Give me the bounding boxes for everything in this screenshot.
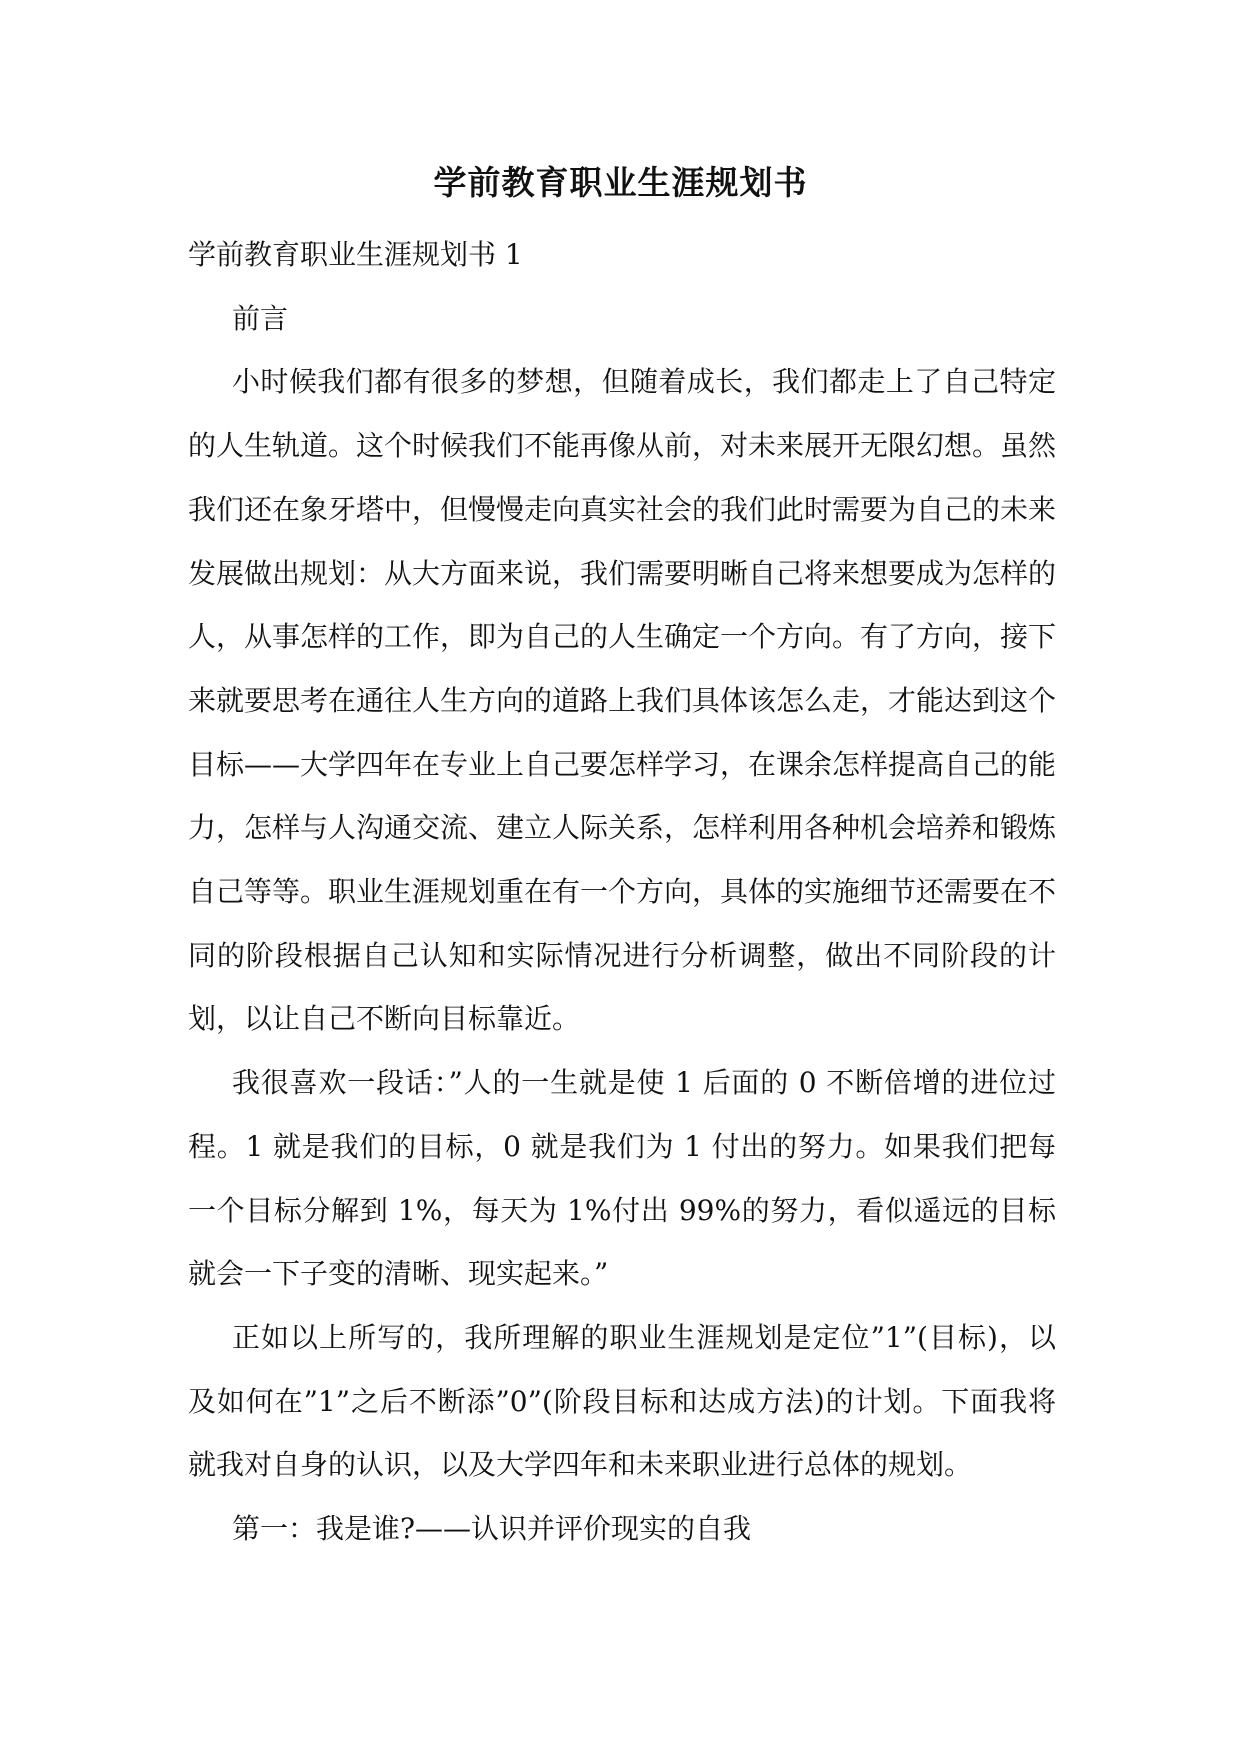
paragraph-understanding: 正如以上所写的，我所理解的职业生涯规划是定位”1”(目标)，以及如何在”1”之后不断添”0”(阶段目标和达成方法)的计划。下面我将就我对自身的认识，以及大学四年和未来职业进行总体的规划。 — [188, 1320, 1056, 1482]
paragraph-intro: 小时候我们都有很多的梦想，但随着成长，我们都走上了自己特定的人生轨道。这个时候我们不能再像从前，对未来展开无限幻想。虽然我们还在象牙塔中，但慢慢走向真实社会的我们此时需要为自己的未来发展做出规划：从大方面来说，我们需要明晰自己将来想要成为怎样的人，从事怎样的工作，即为自己的人生确定一个方向。有了方向，接下来就要思考在通往人生方向的道路上我们具体该怎么走，才能达到这个目标——大学四年在专业上自己要怎样学习，在课余怎样提高自己的能力，怎样与人沟通交流、建立人际关系，怎样利用各种机会培养和锻炼自己等等。职业生涯规划重在有一个方向，具体的实施细节还需要在不同的阶段根据自己认知和实际情况进行分析调整，做出不同阶段的计划，以让自己不断向目标靠近。 — [188, 365, 1057, 1036]
document-title: 学前教育职业生涯规划书 — [433, 163, 808, 202]
document-body — [188, 223, 1056, 1561]
paragraph-quote: 我很喜欢一段话：”人的一生就是使 1 后面的 0 不断倍增的进位过程。1 就是我们的目标，0 就是我们为 1 付出的努力。如果我们把每一个目标分解到 1%，每天为 1%付出 99%的努力，看似遥远的目标就会一下子变的清晰、现实起来。” — [188, 1066, 1056, 1291]
paragraph-preface-heading: 前言 — [232, 301, 289, 335]
section-heading-who-am-i: 第一：我是谁?——认识并评价现实的自我 — [232, 1512, 752, 1546]
document-subtitle: 学前教育职业生涯规划书 1 — [188, 238, 523, 271]
